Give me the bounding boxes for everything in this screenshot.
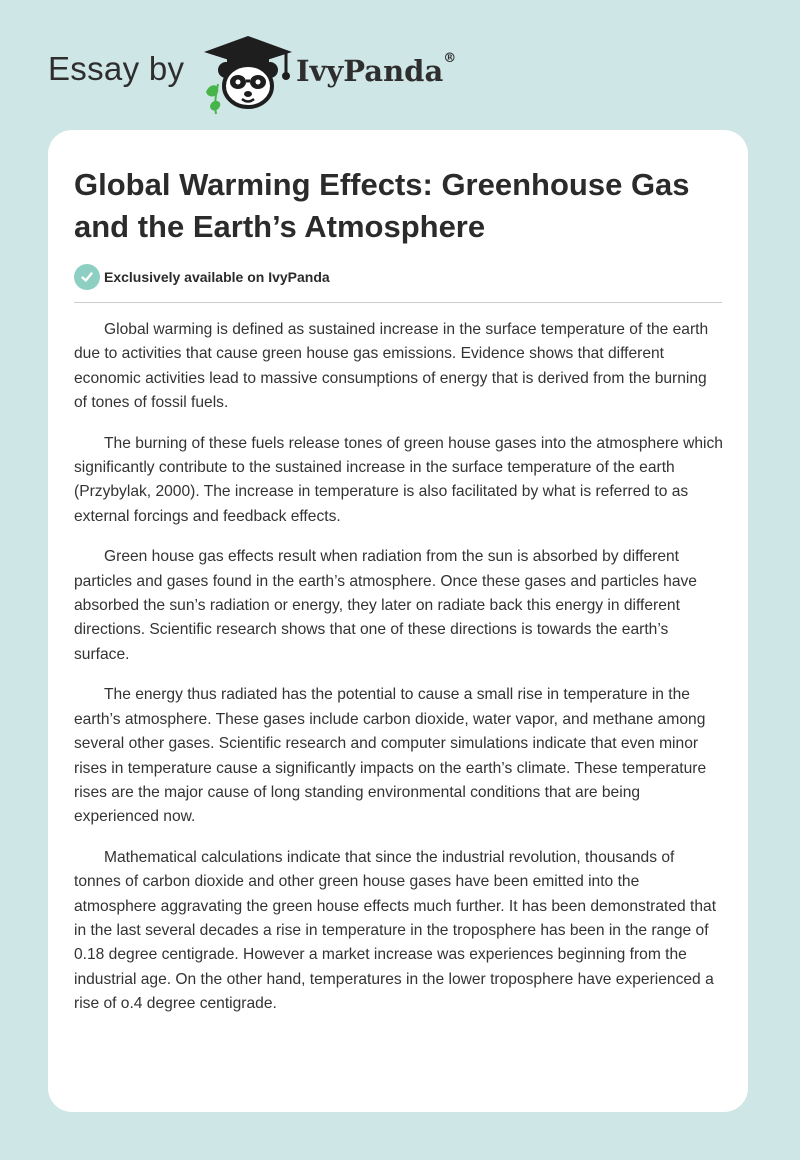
brand-name [296, 51, 457, 88]
divider [74, 302, 722, 303]
panda-graduate-icon [200, 34, 296, 114]
essay-by-label: Essay by [48, 50, 185, 87]
exclusive-badge-text: Exclusively available on IvyPanda [104, 269, 330, 285]
page-title: Global Warming Effects: Greenhouse Gas and the Earth’s Atmosphere [74, 167, 690, 244]
registered-mark: ® [443, 51, 457, 67]
site-header [0, 0, 800, 130]
paragraph: Mathematical calculations indicate that since the industrial revolution, thousands of tonnes of carbon dioxide and other green house gases have been emitted into the atmosphere aggravating the green house effects much further. It has been demonstrated that in the last several decades a rise in temperature in the troposphere has been in the range of 0.18 degree centigrade. However a market increase was experiences beginning from the industrial age. On the other hand, temperatures in the lower troposphere have experienced a rise of o.4 degree centigrade. [74, 848, 717, 1013]
check-mark-glyph [80, 270, 94, 284]
essay-body [74, 318, 724, 1033]
paragraph: The energy thus radiated has the potential to cause a small rise in temperature in the earth’s atmosphere. These gases include carbon dioxide, water vapor, and methane among several other gases. Scientific research and computer simulations indicate that even minor rises in temperature cause a significantly impacts on the earth’s climate. These temperature rises are the major cause of long standing environmental conditions that are being experienced now. [74, 686, 707, 826]
paragraph: Green house gas effects result when radiation from the sun is absorbed by different particles and gases found in the earth’s atmosphere. Once these gases and particles have absorbed the sun’s radiation or energy, they later on radiate back this energy in different directions. Scientific research shows that one of these directions is towards the earth’s surface. [74, 548, 697, 663]
exclusive-badge [74, 264, 330, 290]
brand-name-text: IvyPanda [296, 54, 444, 88]
paragraph: Global warming is defined as sustained increase in the surface temperature of the earth due to activities that cause green house gas emissions. Evidence shows that different economic activities lead to massive consumptions of energy that is derived from the burning of tones of fossil fuels. [74, 321, 709, 412]
essay-card [48, 130, 748, 1112]
paragraph: The burning of these fuels release tones of green house gases into the atmosphere which significantly contribute to the sustained increase in the surface temperature of the earth (Przybylak, 2000). The increase in temperature is also facilitated by what is referred to as external forcings and feedback effects. [74, 434, 723, 525]
check-icon [74, 264, 100, 290]
